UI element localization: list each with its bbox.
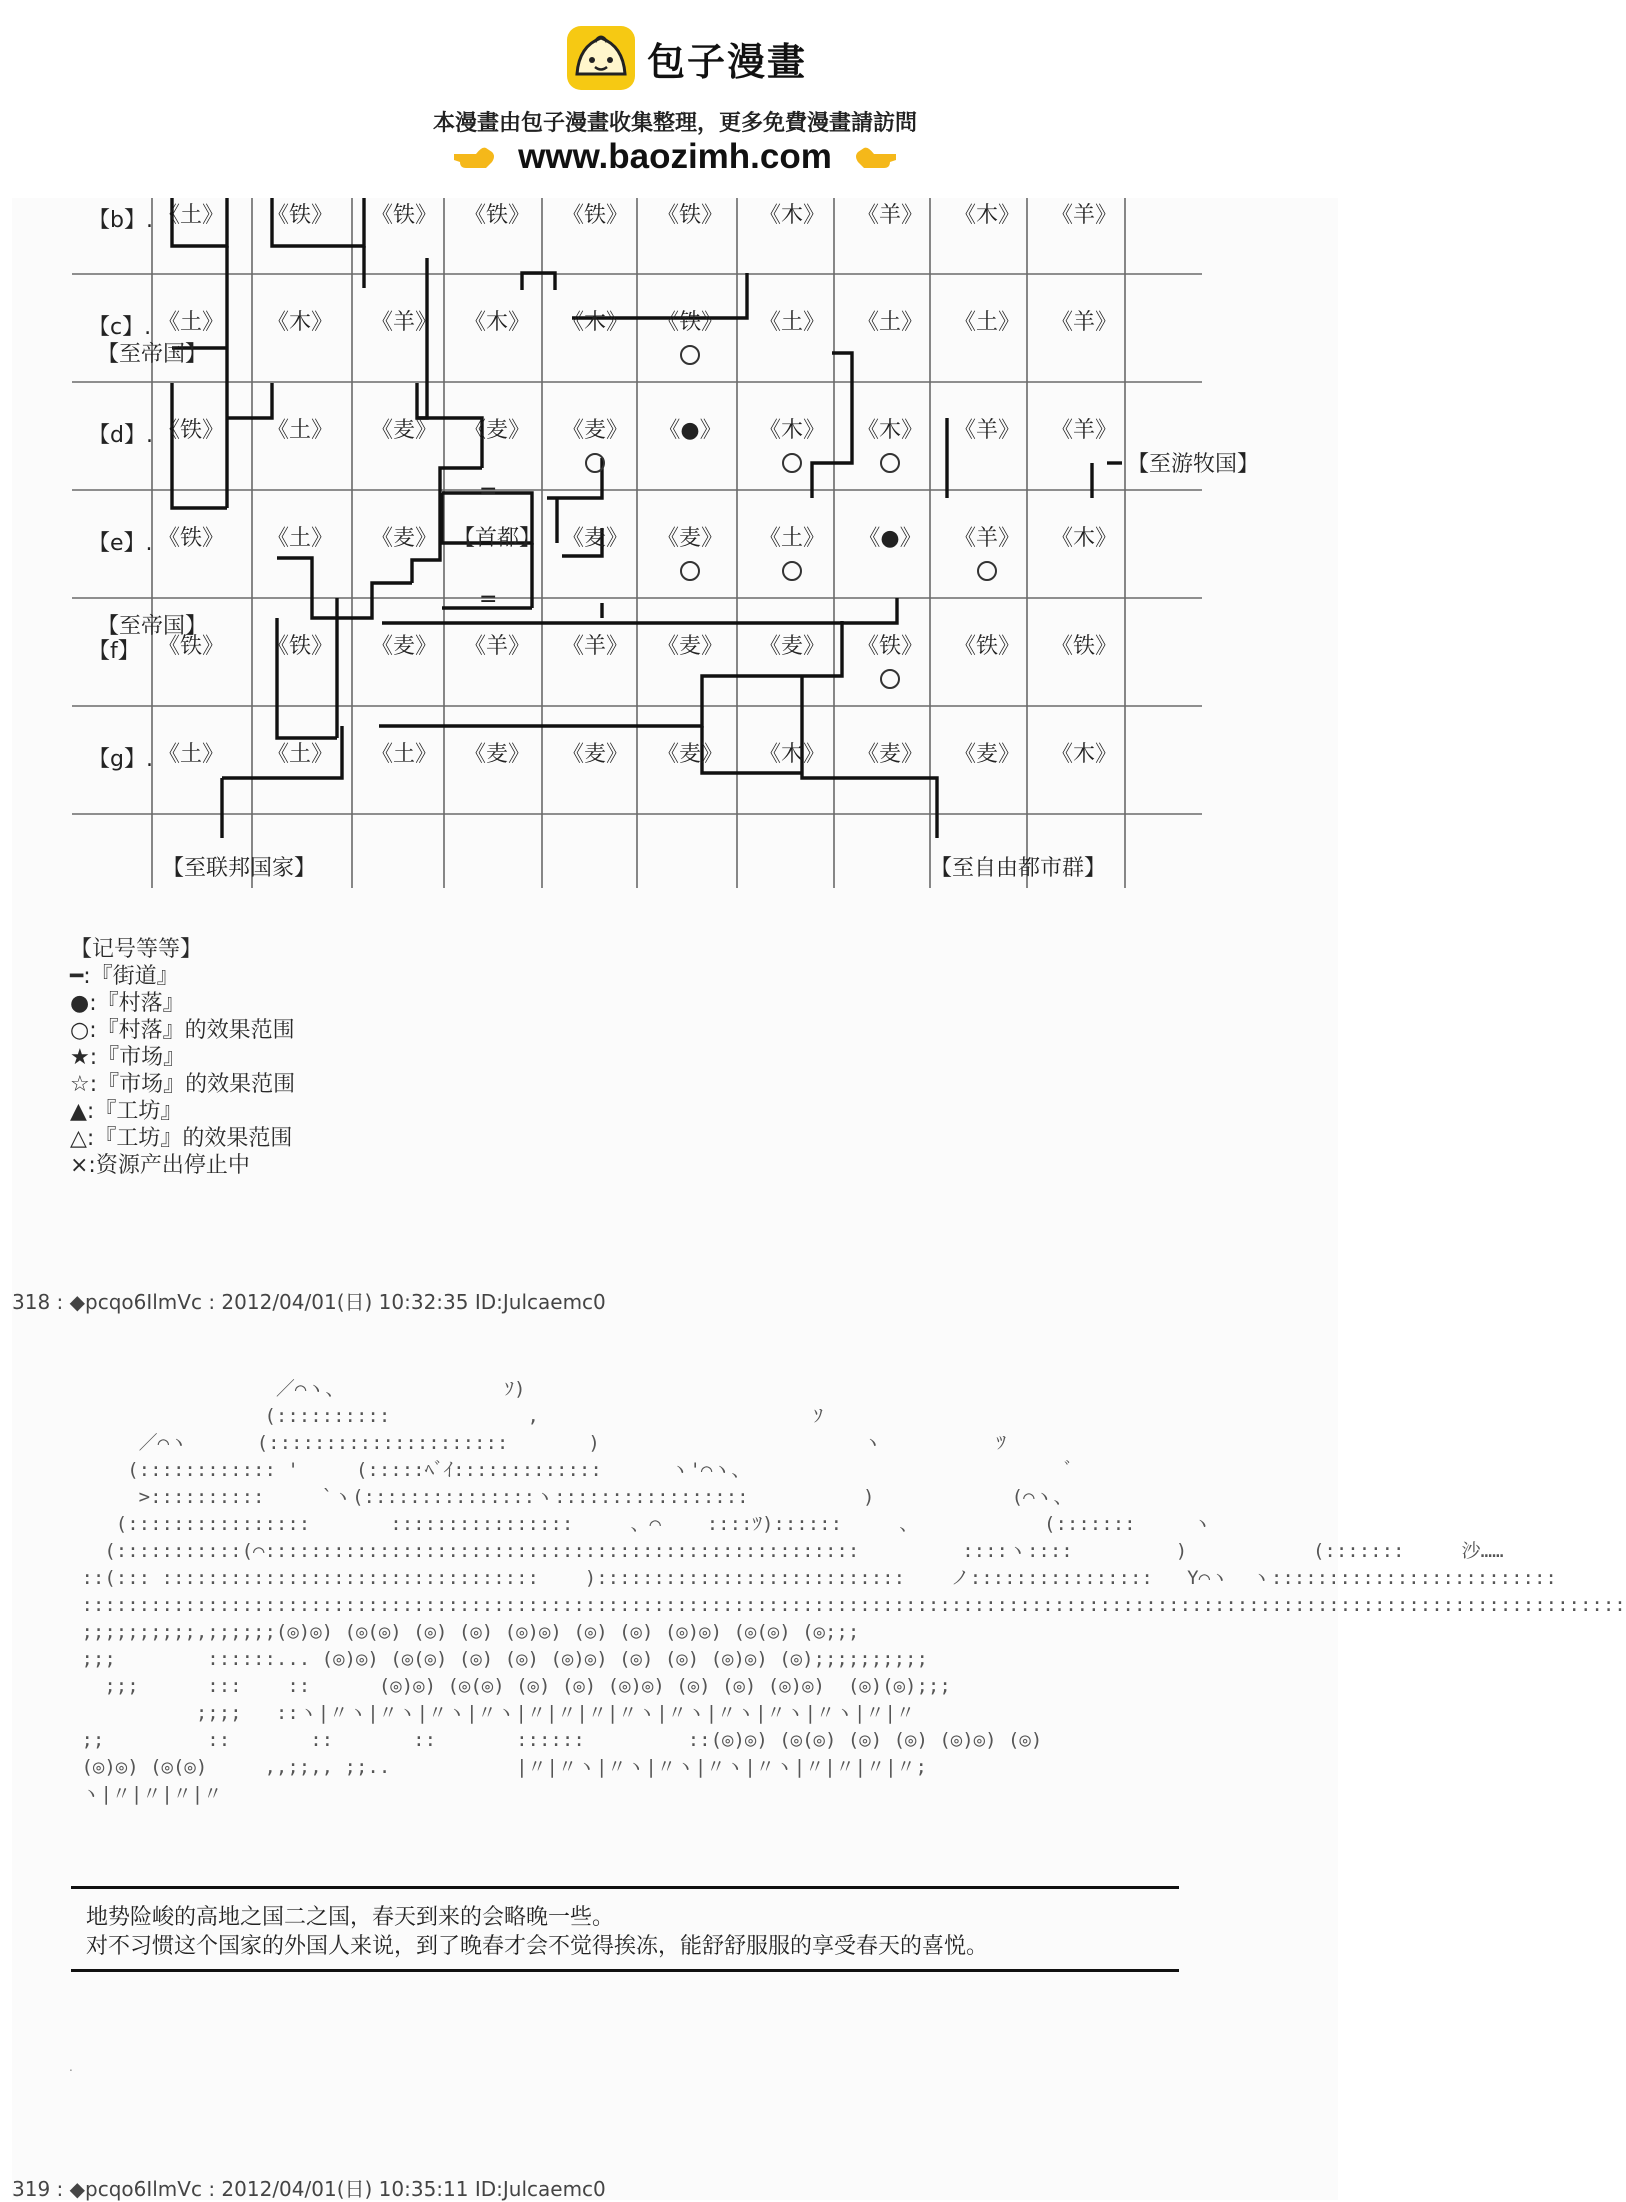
junction-marker: = bbox=[479, 479, 498, 504]
map-cell: 《木》 bbox=[561, 310, 629, 335]
map-cell: 《土》 bbox=[266, 742, 334, 767]
map-row-label: 【f】 bbox=[88, 639, 140, 664]
map-cell: 《木》 bbox=[758, 418, 826, 443]
pointing-hand-icon bbox=[452, 142, 496, 172]
map-cell: 《铁》 bbox=[856, 634, 924, 659]
map-cell: 《羊》 bbox=[370, 310, 438, 335]
road-segment bbox=[277, 558, 412, 618]
legend-item-halted: ×:资源产出停止中 bbox=[70, 1153, 250, 1178]
map-cell: 《羊》 bbox=[463, 634, 531, 659]
map-cell: 《麦》 bbox=[953, 742, 1021, 767]
territory-map bbox=[12, 198, 1338, 898]
village-range-marker bbox=[881, 454, 899, 472]
map-cell: 《木》 bbox=[1050, 742, 1118, 767]
exit-label-empire: 【至帝国】 bbox=[97, 342, 208, 367]
village-range-marker bbox=[783, 454, 801, 472]
map-cell: 【首都】 bbox=[452, 526, 542, 551]
map-cell: 《铁》 bbox=[561, 203, 629, 228]
legend-item-road: ━:『街道』 bbox=[70, 964, 179, 989]
map-cell: 《土》 bbox=[370, 742, 438, 767]
map-row-label: 【c】. bbox=[88, 315, 152, 340]
site-header bbox=[0, 0, 1350, 195]
exit-label-nomad: 【至游牧国】 bbox=[1127, 452, 1260, 477]
pointing-hand-icon bbox=[854, 142, 898, 172]
map-cell: 《羊》 bbox=[1050, 203, 1118, 228]
map-row-label: 【d】. bbox=[88, 423, 153, 448]
site-url-link[interactable]: www.baozimh.com bbox=[518, 137, 832, 176]
map-cell: 《土》 bbox=[266, 526, 334, 551]
map-cell: 《铁》 bbox=[370, 203, 438, 228]
narration-box bbox=[71, 1886, 1179, 1972]
map-cell: 《羊》 bbox=[953, 418, 1021, 443]
map-cell: 《羊》 bbox=[856, 203, 924, 228]
map-cell: 《土》 bbox=[758, 310, 826, 335]
village-range-marker bbox=[978, 562, 996, 580]
map-cell: 《铁》 bbox=[656, 203, 724, 228]
map-cell: 《木》 bbox=[463, 310, 531, 335]
map-cell: 《麦》 bbox=[370, 418, 438, 443]
map-grid bbox=[72, 198, 1202, 888]
map-cell: 《木》 bbox=[856, 418, 924, 443]
legend-item-workshop-range: △:『工坊』的效果范围 bbox=[70, 1126, 293, 1151]
road-segment bbox=[547, 458, 602, 498]
exit-label-free-cities: 【至自由都市群】 bbox=[930, 856, 1107, 881]
site-name: 包子漫畫 bbox=[647, 39, 808, 84]
map-cell: 《铁》 bbox=[157, 526, 225, 551]
site-logo[interactable] bbox=[565, 22, 807, 94]
map-cell: 《铁》 bbox=[1050, 634, 1118, 659]
village-range-marker bbox=[681, 346, 699, 364]
narration-line: 对不习惯这个国家的外国人来说，到了晚春才会不觉得挨冻，能舒舒服服的享受春天的喜悦。 bbox=[86, 1934, 989, 1959]
junction-marker: = bbox=[479, 587, 498, 612]
legend-item-village: ●:『村落』 bbox=[70, 991, 185, 1016]
map-cell: 《麦》 bbox=[463, 418, 531, 443]
map-cell: 《●》 bbox=[858, 526, 922, 551]
road-segment bbox=[522, 273, 555, 290]
road-segment bbox=[382, 598, 897, 623]
map-cell: 《木》 bbox=[1050, 526, 1118, 551]
exit-label-empire: 【至帝国】 bbox=[97, 614, 208, 639]
map-cell: 《麦》 bbox=[463, 742, 531, 767]
map-cell: 《土》 bbox=[157, 310, 225, 335]
map-cell: 《土》 bbox=[856, 310, 924, 335]
map-cell: 《麦》 bbox=[370, 634, 438, 659]
map-cell: 《土》 bbox=[758, 526, 826, 551]
stray-mark: . bbox=[69, 2060, 73, 2074]
map-cell: 《木》 bbox=[953, 203, 1021, 228]
map-cell: 《麦》 bbox=[561, 418, 629, 443]
map-cell: 《麦》 bbox=[656, 742, 724, 767]
map-cell: 《●》 bbox=[658, 418, 722, 443]
map-cell: 《铁》 bbox=[656, 310, 724, 335]
map-cell: 《麦》 bbox=[656, 634, 724, 659]
post-header: 319 : ◆pcqo6IlmVc : 2012/04/01(日) 10:35:11 ID:Julcaemc0 bbox=[12, 2177, 606, 2201]
map-cell: 《羊》 bbox=[1050, 418, 1118, 443]
map-cell: 《铁》 bbox=[266, 203, 334, 228]
map-cell: 《铁》 bbox=[953, 634, 1021, 659]
bun-logo-icon bbox=[565, 24, 637, 92]
map-cell: 《铁》 bbox=[157, 634, 225, 659]
legend-title: 【记号等等】 bbox=[70, 937, 203, 962]
narration-line: 地势险峻的高地之国二之国，春天到来的会略晚一些。 bbox=[86, 1905, 615, 1930]
map-row-label: 【b】. bbox=[88, 208, 153, 233]
road-segment bbox=[417, 258, 427, 418]
village-range-marker bbox=[681, 562, 699, 580]
exit-label-federation: 【至联邦国家】 bbox=[162, 856, 317, 881]
header-url-row bbox=[0, 137, 1350, 177]
legend-item-village-range: ○:『村落』的效果范围 bbox=[70, 1018, 295, 1043]
map-cell: 《羊》 bbox=[561, 634, 629, 659]
map-row-label: 【g】. bbox=[88, 747, 153, 772]
legend-item-market-range: ☆:『市场』的效果范围 bbox=[70, 1072, 296, 1097]
map-cell: 《土》 bbox=[266, 418, 334, 443]
ascii-art-landscape: ／⌒ヽ、 ｿ) (:::::::::: , ｿ ／⌒ヽ (::::::::::::::::::::: ) ヽ ﾂ (:::::::::::: ' (:::::ﾍﾞｲ::::::::::::: ヽ'⌒ヽ、 ﾞ >:::::::::: `ヽ(:::::::::::::::ヽ::::::::::::::::: ) (⌒ヽ、 (:::::::::::::::: :::::::::::::::: 、⌒ ::::ﾂ):::::: 、 (::::::: ヽ (:::::::::::(⌒:::::::::::::::::::::::::::::::::::::::::::::::::::: ::::ヽ:::: ) (::::::: 沙…… ::(::: ::::::::::::::::::::::::::::::::: )::::::::::::::::::::::::::: ノ:::::::::::::::: Y⌒ヽ ヽ::::::::::::::::::::::::: ::::::::::::::::::::::::::::::::::::::::::::::::::::::::::::::::::::::::::::::::::::::::::::::::::::::::::::::::::::::::::::::::::::::: ;;;;;;;;;;,;;;;;;(◎)◎) (◎(◎) (◎) (◎) (◎)◎) (◎) (◎) (◎)◎) (◎(◎) (◎;;; ;;; ::::::... (◎)◎) (◎(◎) (◎) (◎) (◎)◎) (◎) (◎) (◎)◎) (◎);;;;;;;;;; ;;; ::: :: (◎)◎) (◎(◎) (◎) (◎) (◎)◎) (◎) (◎) (◎)◎) (◎)(◎);;; ;;;; ::ヽ|〃ヽ|〃ヽ|〃ヽ|〃ヽ|〃|〃|〃|〃ヽ|〃ヽ|〃ヽ|〃ヽ|〃ヽ|〃|〃 ;; :: :: :: :::::: ::(◎)◎) (◎(◎) (◎) (◎) (◎)◎) (◎) (◎)◎) (◎(◎) ,,;;,, ;;.. |〃|〃ヽ|〃ヽ|〃ヽ|〃ヽ|〃ヽ|〃|〃|〃|〃; ヽ|〃|〃|〃|〃 bbox=[81, 1378, 1626, 1805]
map-cell: 《铁》 bbox=[157, 418, 225, 443]
map-cell: 《铁》 bbox=[463, 203, 531, 228]
road-segment bbox=[227, 383, 272, 418]
village-range-marker bbox=[783, 562, 801, 580]
header-note: 本漫畫由包子漫畫收集整理，更多免費漫畫請訪問 bbox=[432, 111, 917, 136]
map-cell: 《羊》 bbox=[1050, 310, 1118, 335]
map-cell: 《麦》 bbox=[561, 742, 629, 767]
map-cell: 《土》 bbox=[953, 310, 1021, 335]
map-row-label: 【e】. bbox=[88, 531, 153, 556]
map-cell: 《麦》 bbox=[370, 526, 438, 551]
map-cell: 《土》 bbox=[157, 203, 225, 228]
map-cell: 《土》 bbox=[157, 742, 225, 767]
map-cell: 《麦》 bbox=[561, 526, 629, 551]
map-cell: 《羊》 bbox=[953, 526, 1021, 551]
map-cell: 《木》 bbox=[758, 742, 826, 767]
map-cell: 《麦》 bbox=[758, 634, 826, 659]
map-legend bbox=[70, 936, 295, 1179]
map-cell: 《铁》 bbox=[266, 634, 334, 659]
content-frame bbox=[12, 198, 1626, 2201]
map-cell: 《麦》 bbox=[656, 526, 724, 551]
village-range-marker bbox=[881, 670, 899, 688]
legend-item-market: ★:『市场』 bbox=[70, 1045, 186, 1070]
post-header: 318 : ◆pcqo6IlmVc : 2012/04/01(日) 10:32:35 ID:Julcaemc0 bbox=[12, 1290, 606, 1314]
map-cell: 《麦》 bbox=[856, 742, 924, 767]
map-cell: 《木》 bbox=[758, 203, 826, 228]
map-cell: 《木》 bbox=[266, 310, 334, 335]
legend-item-workshop: ▲:『工坊』 bbox=[70, 1099, 183, 1124]
